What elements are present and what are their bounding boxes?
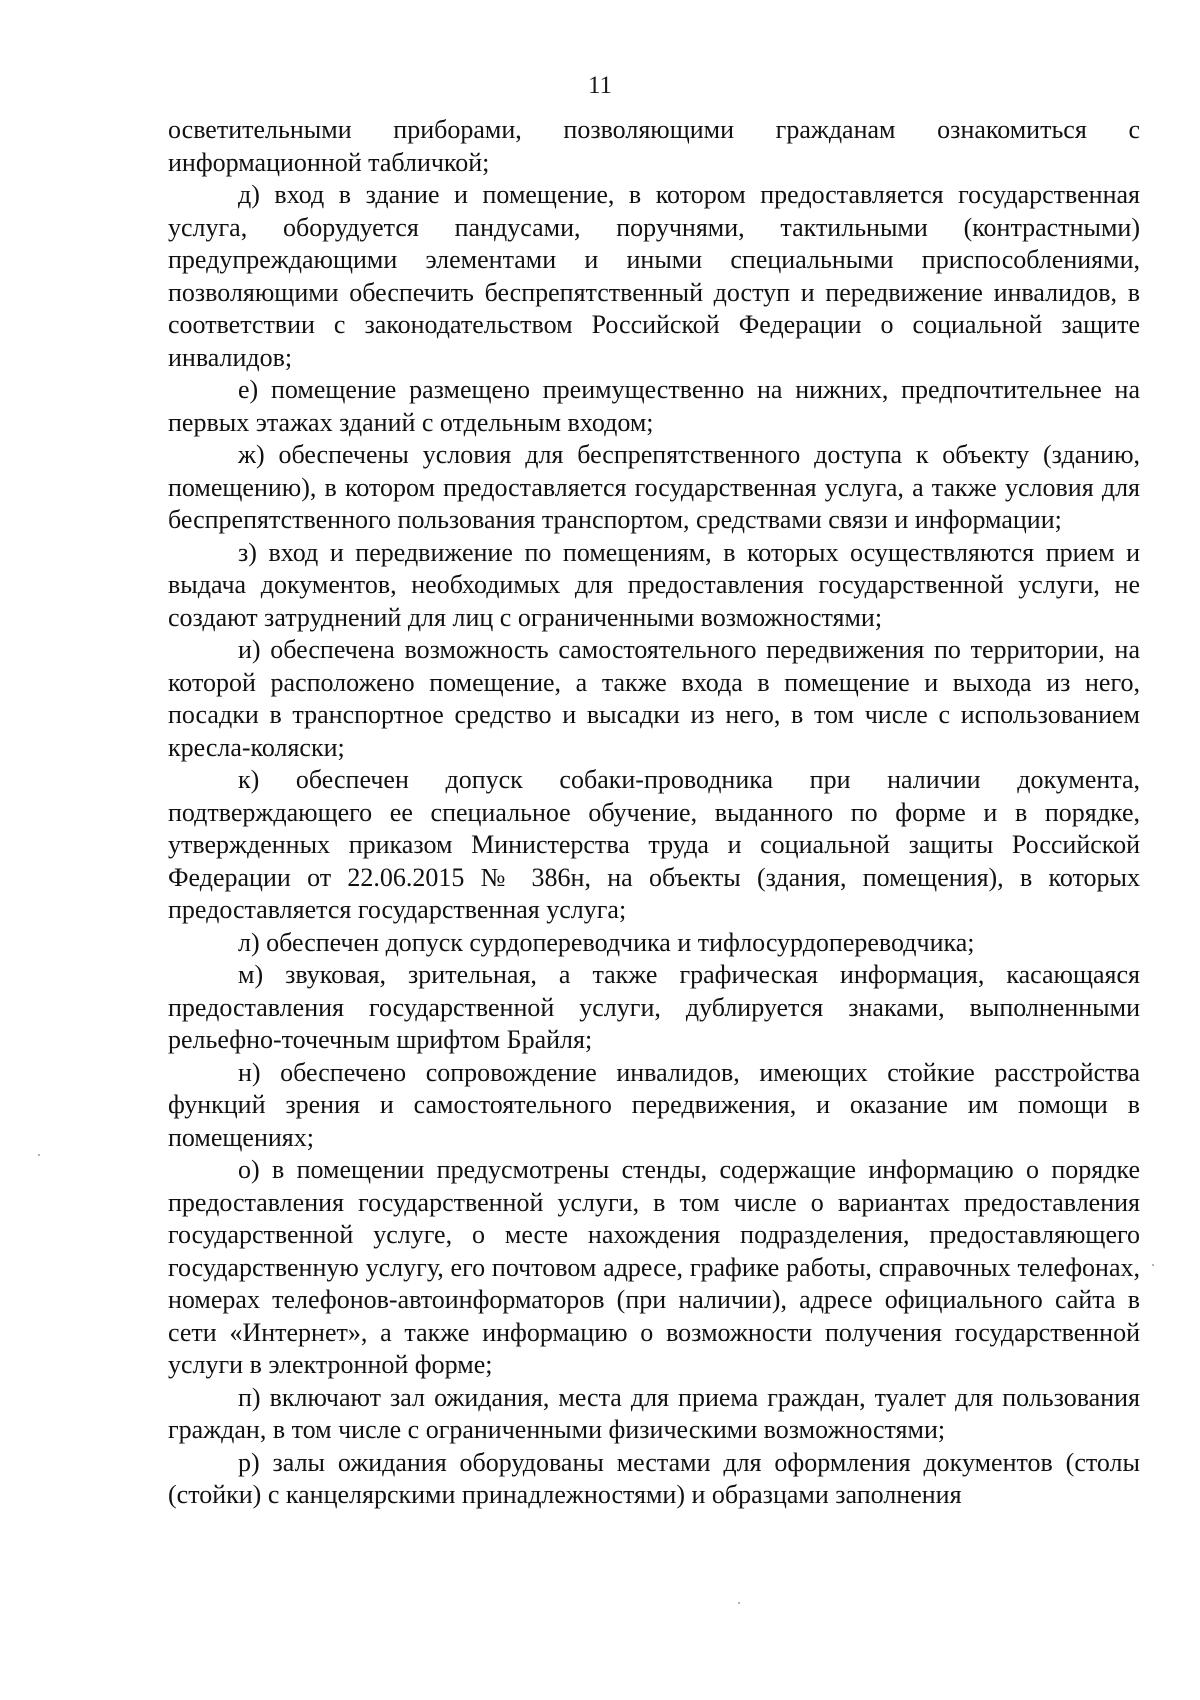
paragraph-z: з) вход и передвижение по помещениям, в которых осуществляются прием и выдача документов, необходимых для предоставления государственной услуги, не создают затруднений для лиц с ограниченными возможностями;	[168, 537, 1140, 632]
paragraph-e: е) помещение размещено преимущественно на нижних, предпочтительнее на первых этажах зданий с отдельным входом;	[168, 375, 1140, 437]
paragraph-d: д) вход в здание и помещение, в котором предоставляется государственная услуга, оборудуется пандусами, поручнями, тактильными (контрастными) предупреждающими элементами и иными специальными приспособлениями, позволяющими обеспечить беспрепятственный доступ и передвижение инвалидов, в соответствии с законодательством Российской Федерации о социальной защите инвалидов;	[168, 180, 1140, 372]
paragraph-o: о) в помещении предусмотрены стенды, содержащие информацию о порядке предоставления государственной услуги, в том числе о вариантах предоставления государственной услуге, о месте нахождения подразделения, предоставляющего государственную услугу, его почтовом адресе, графике работы, справочных телефонах, номерах телефонов-автоинформаторов (при наличии), адресе официального сайта в сети «Интернет», а также информацию о возможности получения государственной услуги в электронной форме;	[168, 1155, 1140, 1379]
paragraph-i: и) обеспечена возможность самостоятельного передвижения по территории, на которой расположено помещение, а также входа в помещение и выхода из него, посадки в транспортное средство и высадки из него, в том числе с использованием кресла-коляски;	[168, 635, 1140, 762]
scan-speck	[738, 1602, 740, 1604]
paragraph-p: п) включают зал ожидания, места для приема граждан, туалет для пользования граждан, в том числе с ограниченными физическими возможностями;	[168, 1382, 1140, 1444]
scan-speck	[38, 1154, 40, 1156]
scan-speck	[1152, 1264, 1154, 1266]
document-body	[168, 114, 1140, 1512]
paragraph-continuation: осветительными приборами, позволяющими гражданам ознакомиться с информационной табличкой;	[168, 115, 1140, 177]
paragraph-m: м) звуковая, зрительная, а также графическая информация, касающаяся предоставления государственной услуги, дублируется знаками, выполненными рельефно-точечным шрифтом Брайля;	[168, 960, 1140, 1054]
paragraph-k: к) обеспечен допуск собаки-проводника при наличии документа, подтверждающего ее специальное обучение, выданного по форме и в порядке, утвержденных приказом Министерства труда и социальной защиты Российской Федерации от 22.06.2015 № 386н, на объекты (здания, помещения), в которых предоставляется государственная услуга;	[168, 765, 1140, 924]
paragraph-zh: ж) обеспечены условия для беспрепятственного доступа к объекту (зданию, помещению), в котором предоставляется государственная услуга, а также условия для беспрепятственного пользования транспортом, средствами связи и информации;	[168, 440, 1140, 534]
paragraph-r: р) залы ожидания оборудованы местами для оформления документов (столы (стойки) с канцелярскими принадлежностями) и образцами заполнения	[168, 1447, 1140, 1509]
paragraph-n: н) обеспечено сопровождение инвалидов, имеющих стойкие расстройства функций зрения и самостоятельного передвижения, и оказание им помощи в помещениях;	[168, 1057, 1140, 1152]
page-number: 11	[587, 72, 613, 99]
paragraph-l: л) обеспечен допуск сурдопереводчика и тифлосурдопереводчика;	[238, 927, 975, 957]
